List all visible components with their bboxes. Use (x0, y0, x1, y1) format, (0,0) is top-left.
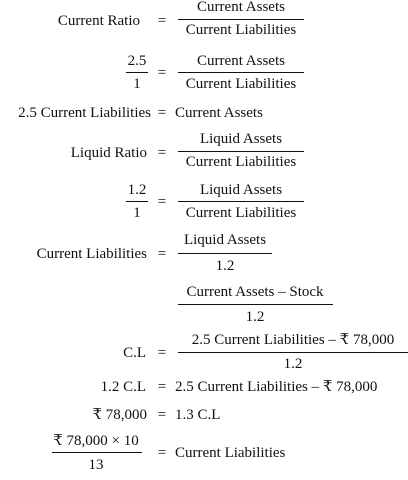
liquid-ratio-label: Liquid Ratio (70, 145, 147, 161)
numerator: 2.5 Current Liabilities – ₹ 78,000 (191, 332, 395, 348)
denominator: Current Liabilities (185, 22, 297, 38)
fraction-bar (178, 19, 304, 20)
fraction-bar (178, 304, 333, 305)
equals-sign: = (157, 13, 167, 29)
denominator: Current Liabilities (185, 76, 297, 92)
rhs-text: Current Liabilities (175, 445, 286, 461)
denominator: 1.2 (215, 258, 235, 274)
lhs-text: Current Liabilities (36, 246, 147, 262)
numerator: Liquid Assets (183, 232, 267, 248)
lhs-text: ₹ 78,000 (92, 407, 147, 423)
equals-sign: = (157, 445, 167, 461)
lhs-fraction-bar (52, 452, 142, 453)
lhs-fraction-bar (126, 72, 148, 73)
equals-sign: = (157, 407, 167, 423)
equals-sign: = (157, 246, 167, 262)
lhs-denominator: 1 (133, 76, 141, 92)
equals-sign: = (157, 379, 167, 395)
numerator: Current Assets – Stock (186, 284, 324, 300)
lhs-denominator: 13 (88, 457, 104, 473)
lhs-fraction-bar (126, 201, 148, 202)
numerator: Liquid Assets (199, 131, 283, 147)
fraction-bar (178, 352, 408, 353)
numerator: Liquid Assets (199, 182, 283, 198)
rhs-text: Current Assets (175, 105, 263, 121)
equals-sign: = (157, 105, 167, 121)
lhs-text: C.L (123, 345, 146, 361)
equals-sign: = (157, 345, 167, 361)
lhs-numerator: ₹ 78,000 × 10 (53, 433, 139, 449)
fraction-bar (178, 201, 304, 202)
current-ratio-label: Current Ratio (57, 13, 140, 29)
equals-sign: = (157, 145, 167, 161)
rhs-text: 2.5 Current Liabilities – ₹ 78,000 (175, 379, 378, 395)
numerator: Current Assets (197, 53, 285, 69)
numerator: Current Assets (197, 0, 285, 15)
equals-sign: = (157, 194, 167, 210)
lhs-text: 1.2 C.L (100, 379, 146, 395)
fraction-bar (178, 72, 304, 73)
denominator: 1.2 (283, 356, 303, 372)
equals-sign: = (157, 65, 167, 81)
denominator: Current Liabilities (185, 205, 297, 221)
lhs-denominator: 1 (133, 205, 141, 221)
denominator: 1.2 (245, 309, 265, 325)
lhs-text: 2.5 Current Liabilities (18, 105, 151, 121)
fraction-bar (178, 253, 272, 254)
fraction-bar (178, 151, 304, 152)
denominator: Current Liabilities (185, 154, 297, 170)
lhs-numerator: 1.2 (127, 182, 147, 198)
rhs-text: 1.3 C.L (175, 407, 221, 423)
lhs-numerator: 2.5 (127, 53, 147, 69)
